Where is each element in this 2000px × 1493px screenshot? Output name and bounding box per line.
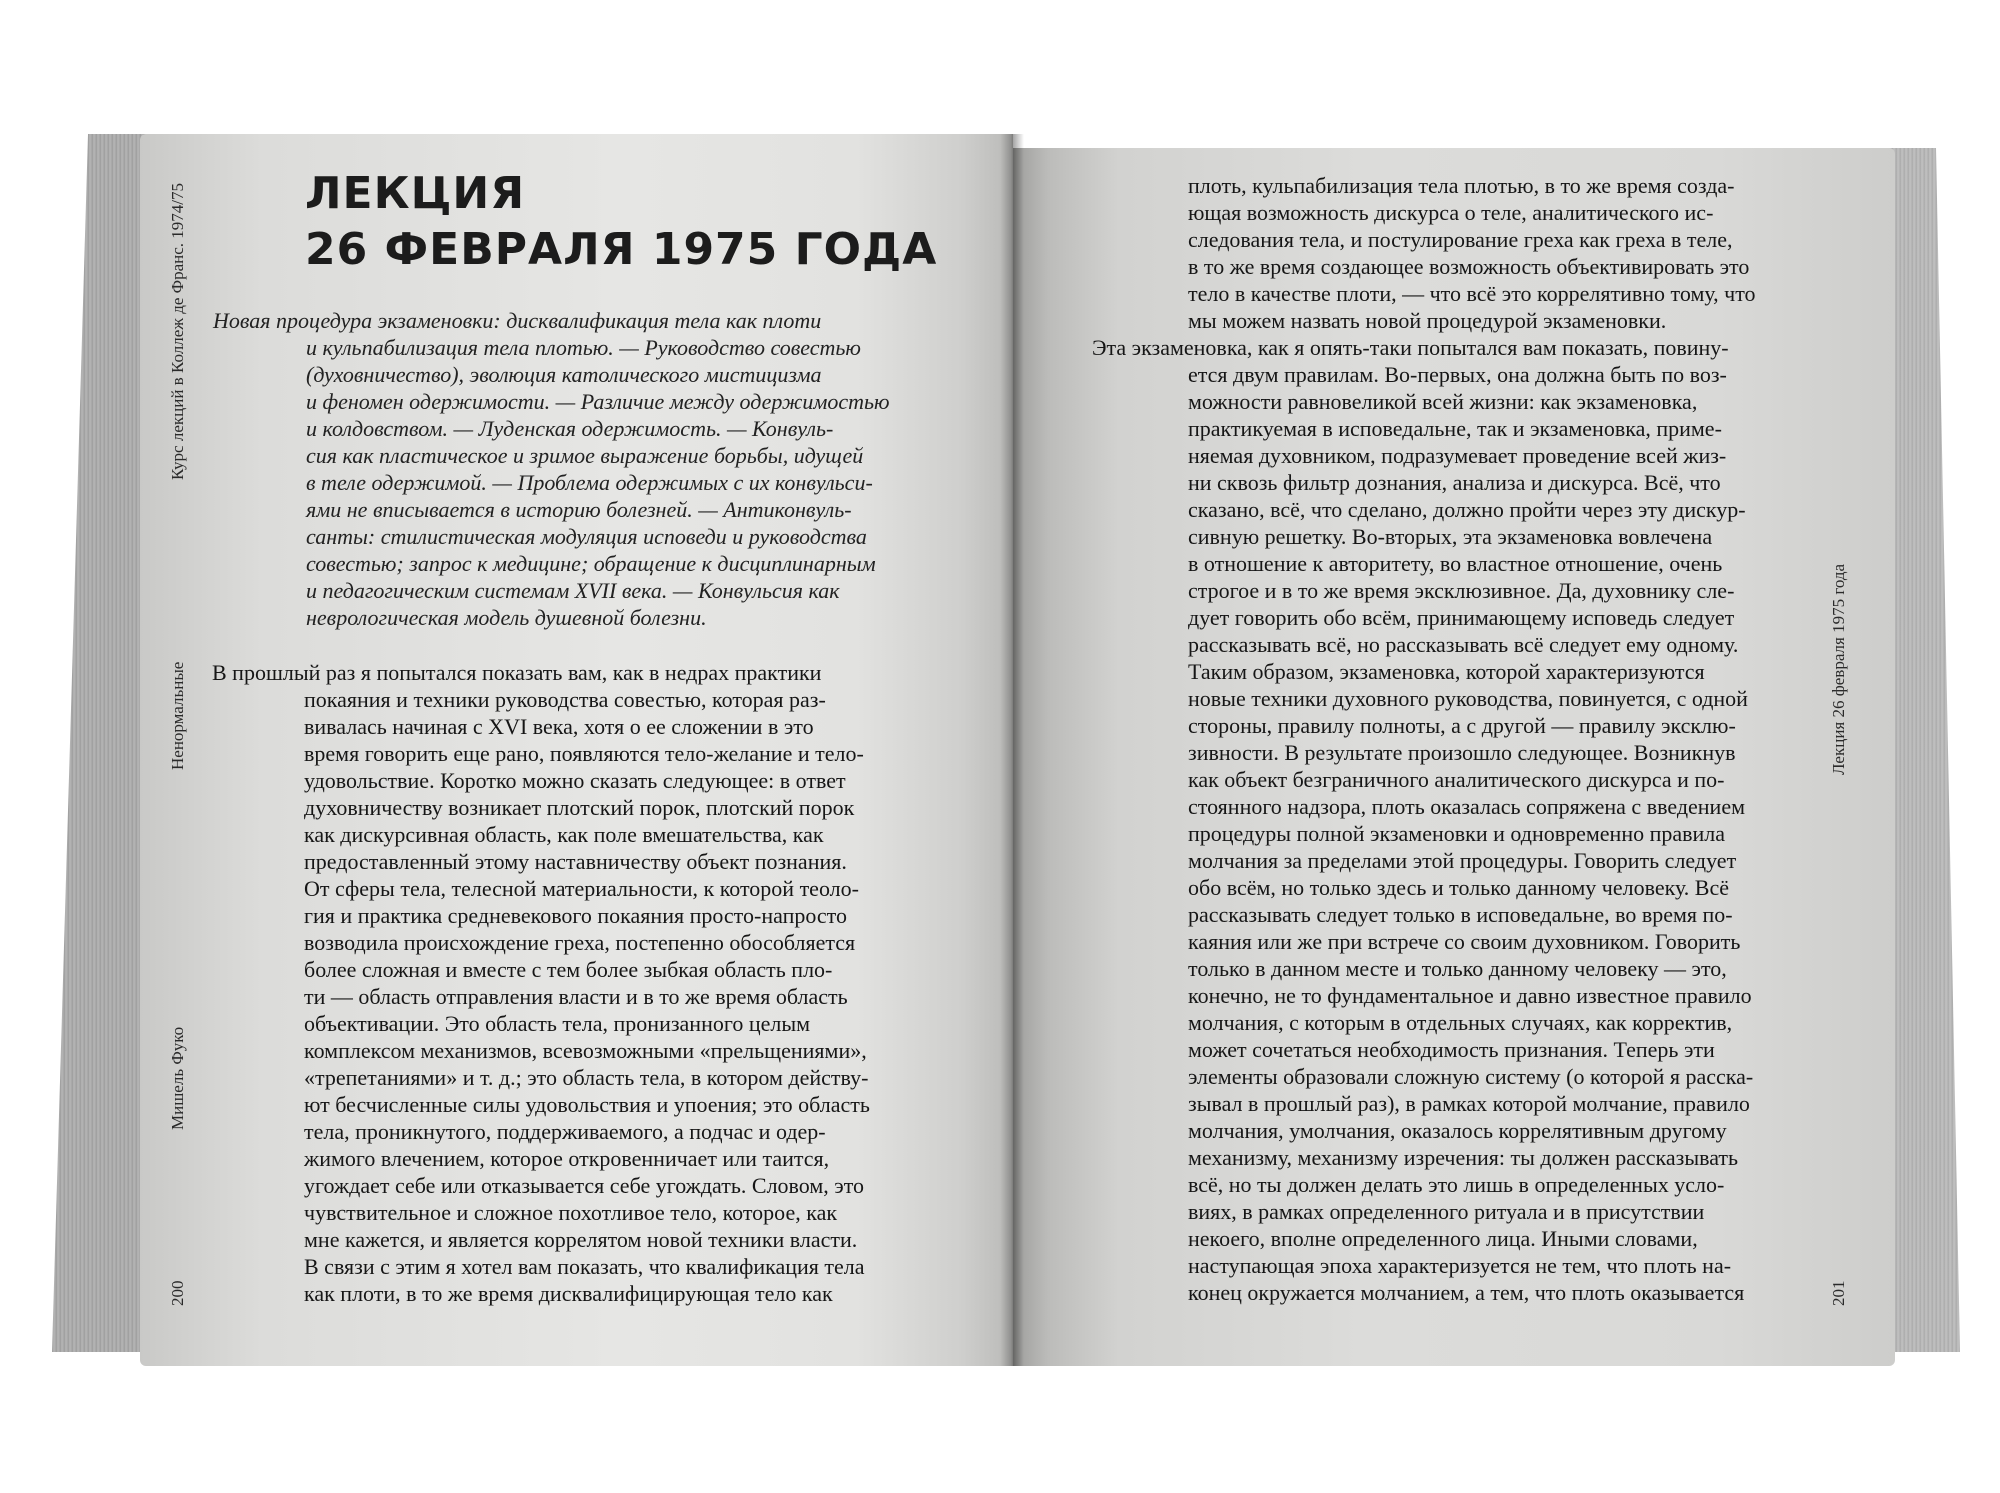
body-line: практикуемая в исповедальне, так и экзаменовка, приме- [1188,416,1722,441]
body-line: стоянного надзора, плоть оказалась сопряжена с введением [1188,794,1746,819]
running-head-book-title: Ненормальные [168,661,187,770]
body-line: рассказывать следует только в исповедальне, во время по- [1188,902,1733,927]
body-line: наступающая эпоха характеризуется не тем, что плоть на- [1188,1253,1732,1278]
body-line: дует говорить обо всём, принимающему исповедь следует [1188,605,1735,630]
body-line: В прошлый раз я попытался показать вам, как в недрах практики [212,660,822,685]
body-line: строгое и в то же время эксклюзивное. Да, духовнику сле- [1188,578,1735,603]
body-line: сивную решетку. Во-вторых, эта экзаменовка вовлечена [1188,524,1713,549]
body-line: молчания, с которым в отдельных случаях, как корректив, [1188,1010,1733,1035]
body-line: конечно, не то фундаментальное и давно известное правило [1188,983,1752,1008]
synopsis-line: сия как пластическое и зримое выражение борьбы, идущей [306,443,864,468]
body-line: рассказывать всё, но рассказывать всё следует ему одному. [1188,632,1739,657]
body-line: предоставленный этому наставничеству объект познания. [304,849,847,874]
body-line: Эта экзаменовка, как я опять-таки попытался вам показать, повину- [1092,335,1729,360]
body-line: новые техники духовного руководства, повинуется, с одной [1188,686,1748,711]
body-line: время говорить еще рано, появляются тело-желание и тело- [304,741,864,766]
body-line: мне кажется, и является коррелятом новой техники власти. [304,1227,858,1252]
lecture-synopsis [213,307,933,631]
body-line: жимого влечением, которое откровенничает или таится, [304,1146,830,1171]
body-line: ти — область отправления власти и в то же время область [304,984,848,1009]
body-line: няемая духовником, подразумевает проведение всей жиз- [1188,443,1727,468]
synopsis-line: и педагогическим системам XVII века. — Конвульсия как [306,578,840,603]
lecture-title [305,166,937,278]
body-line: сказано, всё, что сделано, должно пройти через эту дискур- [1188,497,1746,522]
right-body-text [1092,172,1756,1306]
body-line: как объект безграничного аналитического дискурса и по- [1188,767,1725,792]
body-line: ется двум правилам. Во-первых, она должна быть по воз- [1188,362,1727,387]
body-line: процедуры полной экзаменовки и одновременно правила [1188,821,1726,846]
synopsis-line: санты: стилистическая модуляция исповеди и руководства [306,524,867,549]
body-line: возводила происхождение греха, постепенно обособляется [304,930,856,955]
synopsis-line: (духовничество), эволюция католического мистицизма [306,362,822,387]
body-line: в то же время создающее возможность объективировать это [1188,254,1750,279]
body-line: механизму, механизму изречения: ты должен рассказывать [1188,1145,1739,1170]
body-line: элементы образовали сложную систему (о которой я расска- [1188,1064,1754,1089]
body-line: более сложная и вместе с тем более зыбкая область пло- [304,957,833,982]
body-line: некоего, вполне определенного лица. Иными словами, [1188,1226,1698,1251]
body-line: духовничеству возникает плотский порок, плотский порок [304,795,855,820]
body-line: ющая возможность дискурса о теле, аналитического ис- [1188,200,1714,225]
synopsis-line: Новая процедура экзаменовки: дисквалификация тела как плоти [213,308,822,333]
body-line: тела, проникнутого, поддерживаемого, а подчас и одер- [304,1119,826,1144]
running-head-series: Курс лекций в Коллеж де Франс. 1974/75 [168,182,187,480]
body-line: конец окружается молчанием, а тем, что плоть оказывается [1188,1280,1745,1305]
body-line: От сферы тела, телесной материальности, к которой теоло- [304,876,859,901]
body-line: стороны, правилу полноты, а с другой — правилу эксклю- [1188,713,1736,738]
body-line: виях, в рамках определенного ритуала и в присутствии [1188,1199,1705,1224]
body-line: объективации. Это область тела, пронизанного целым [304,1011,811,1036]
body-line: каяния или же при встрече со своим духовником. Говорить [1188,929,1741,954]
body-line: как плоти, в то же время дисквалифицирующая тело как [304,1281,833,1306]
body-line: в отношение к авторитету, во властное отношение, очень [1188,551,1723,576]
body-line: как дискурсивная область, как поле вмешательства, как [304,822,824,847]
body-line: комплексом механизмов, всевозможными «прельщениями», [304,1038,867,1063]
book-gutter [1000,134,1024,1366]
synopsis-line: и феномен одержимости. — Различие между одержимостью [306,389,890,414]
synopsis-line: и колдовством. — Луденская одержимость. — Конвуль- [306,416,834,441]
synopsis-line: неврологическая модель душевной болезни. [306,605,707,630]
body-line: угождает себе или отказывается себе угождать. Словом, это [304,1173,865,1198]
body-line: молчания за пределами этой процедуры. Говорить следует [1188,848,1737,873]
body-line: удовольствие. Коротко можно сказать следующее: в ответ [304,768,846,793]
body-line: плоть, кульпабилизация тела плотью, в то же время созда- [1188,173,1735,198]
body-line: Таким образом, экзаменовка, которой характеризуются [1188,659,1705,684]
body-line: можности равновеликой всей жизни: как экзаменовка, [1188,389,1698,414]
body-line: всё, но ты должен делать это лишь в определенных усло- [1188,1172,1725,1197]
body-line: молчания, умолчания, оказалось коррелятивным другому [1188,1118,1727,1143]
body-line: может сочетаться необходимость признания. Теперь эти [1188,1037,1715,1062]
body-line: ют бесчисленные силы удовольствия и упоения; это область [304,1092,870,1117]
page-number-left: 200 [168,1280,187,1306]
body-line: следования тела, и постулирование греха как греха в теле, [1188,227,1733,252]
synopsis-line: совестью; запрос к медицине; обращение к дисциплинарным [306,551,876,576]
running-head-author: Мишель Фуко [168,1026,187,1130]
page-number-right: 201 [1829,1280,1848,1306]
body-line: «трепетаниями» и т. д.; это область тела, в котором действу- [304,1065,869,1090]
body-line: гия и практика средневекового покаяния просто-напросто [304,903,847,928]
body-line: зывал в прошлый раз), в рамках которой молчание, правило [1188,1091,1750,1116]
body-line: обо всём, но только здесь и только данному человеку. Всё [1188,875,1729,900]
body-line: покаяния и техники руководства совестью, которая раз- [304,687,826,712]
body-line: зивности. В результате произошло следующее. Возникнув [1188,740,1736,765]
body-line: чувствительное и сложное похотливое тело, которое, как [304,1200,838,1225]
body-line: вивалась начиная с XVI века, хотя о ее сложении в это [304,714,814,739]
synopsis-line: в теле одержимой. — Проблема одержимых с их конвульси- [306,470,873,495]
lecture-title-line1: ЛЕКЦИЯ [305,168,526,219]
body-line: мы можем назвать новой процедурой экзаменовки. [1188,308,1667,333]
running-head-lecture: Лекция 26 февраля 1975 года [1829,563,1848,775]
body-line: тело в качестве плоти, — что всё это коррелятивно тому, что [1188,281,1756,306]
left-body-text [212,659,870,1307]
body-line: только в данном месте и только данному человеку — это, [1188,956,1727,981]
lecture-title-line2: 26 ФЕВРАЛЯ 1975 ГОДА [305,224,938,275]
synopsis-line: и кульпабилизация тела плотью. — Руководство совестью [306,335,861,360]
body-line: ни сквозь фильтр дознания, анализа и дискурса. Всё, что [1188,470,1721,495]
synopsis-line: ями не вписывается в историю болезней. — Антиконвуль- [306,497,852,522]
body-line: В связи с этим я хотел вам показать, что квалификация тела [304,1254,865,1279]
